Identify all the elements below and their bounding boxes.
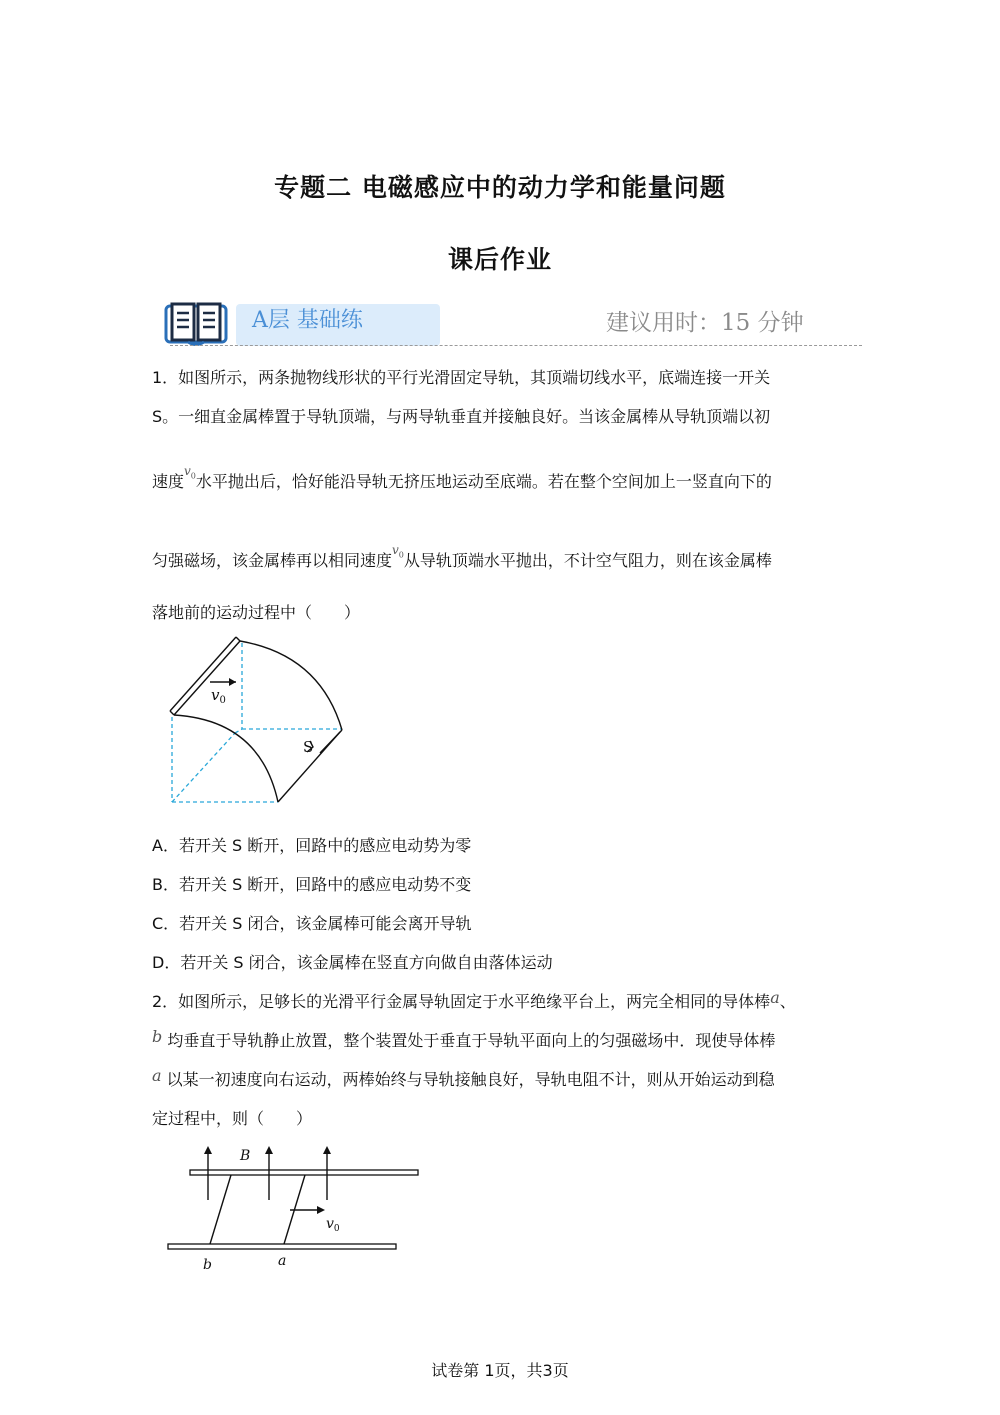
q1-line-4-start: 匀强磁场，该金属棒再以相同速度 bbox=[152, 551, 393, 570]
q2-rail-figure bbox=[165, 1140, 425, 1275]
q1-line-3 bbox=[152, 464, 772, 498]
q2-line-3-text: 以某一初速度向右运动，两棒始终与导轨接触良好，导轨电阻不计，则从开始运动到稳 bbox=[166, 1070, 775, 1089]
fig2-v0-label: $v_0$ bbox=[326, 1216, 340, 1234]
q1-line-3-start: 速度 bbox=[152, 472, 185, 491]
fig1-v0-label: $v_0$ bbox=[211, 686, 226, 706]
q2-line-2 bbox=[152, 1027, 776, 1051]
q1-line-5: 落地前的运动过程中（ ） bbox=[152, 603, 361, 622]
open-book-icon bbox=[164, 300, 228, 348]
q1-option-d: D．若开关 S 闭合，该金属棒在竖直方向做自由落体运动 bbox=[152, 953, 553, 972]
rod-a-symbol: a bbox=[770, 988, 780, 1007]
q1-option-a: A．若开关 S 断开，回路中的感应电动势为零 bbox=[152, 836, 472, 855]
q1-rail-figure bbox=[160, 635, 360, 810]
banner-divider bbox=[170, 345, 862, 346]
rod-a-symbol: a bbox=[152, 1066, 162, 1085]
page-footer: 试卷第 1页，共3页 bbox=[431, 1361, 569, 1380]
v0-symbol: v0 bbox=[184, 464, 196, 481]
q1-line-4-end: 从导轨顶端水平抛出，不计空气阻力，则在该金属棒 bbox=[403, 551, 772, 570]
q2-line-1: 2．如图所示，足够长的光滑平行金属导轨固定于水平绝缘平台上，两完全相同的导体棒a、 bbox=[152, 988, 796, 1011]
page-title: 专题二 电磁感应中的动力学和能量问题 bbox=[274, 173, 726, 202]
fig1-switch-label: S bbox=[303, 738, 314, 756]
q2-line-2-text: 均垂直于导轨静止放置，整个装置处于垂直于导轨平面向上的匀强磁场中．现使导体棒 bbox=[167, 1031, 776, 1050]
fig2-field-label: B bbox=[240, 1148, 251, 1164]
suggested-time: 建议用时：15 分钟 bbox=[606, 310, 804, 336]
v0-symbol: v0 bbox=[392, 543, 404, 560]
q2-line-3 bbox=[152, 1066, 775, 1090]
q2-line-4: 定过程中，则（ ） bbox=[152, 1109, 313, 1128]
fig2-rod-a-label: a bbox=[278, 1253, 287, 1269]
rod-b-symbol: b bbox=[152, 1027, 163, 1046]
q1-line-3-end: 水平抛出后，恰好能沿导轨无挤压地运动至底端。若在整个空间加上一竖直向下的 bbox=[195, 472, 772, 491]
q1-line-1: 1．如图所示，两条抛物线形状的平行光滑固定导轨，其顶端切线水平，底端连接一开关 bbox=[152, 368, 771, 387]
page-subtitle: 课后作业 bbox=[447, 245, 552, 274]
q1-option-b: B．若开关 S 断开，回路中的感应电动势不变 bbox=[152, 875, 472, 894]
q2-line-1-text: 2．如图所示，足够长的光滑平行金属导轨固定于水平绝缘平台上，两完全相同的导体棒 bbox=[152, 992, 771, 1011]
q1-line-4 bbox=[152, 543, 772, 577]
q1-option-c: C．若开关 S 闭合，该金属棒可能会离开导轨 bbox=[152, 914, 472, 933]
fig2-rod-b-label: b bbox=[203, 1257, 212, 1273]
q1-line-2: S。一细直金属棒置于导轨顶端，与两导轨垂直并接触良好。当该金属棒从导轨顶端以初 bbox=[152, 407, 771, 426]
level-label: A层 基础练 bbox=[252, 308, 363, 333]
